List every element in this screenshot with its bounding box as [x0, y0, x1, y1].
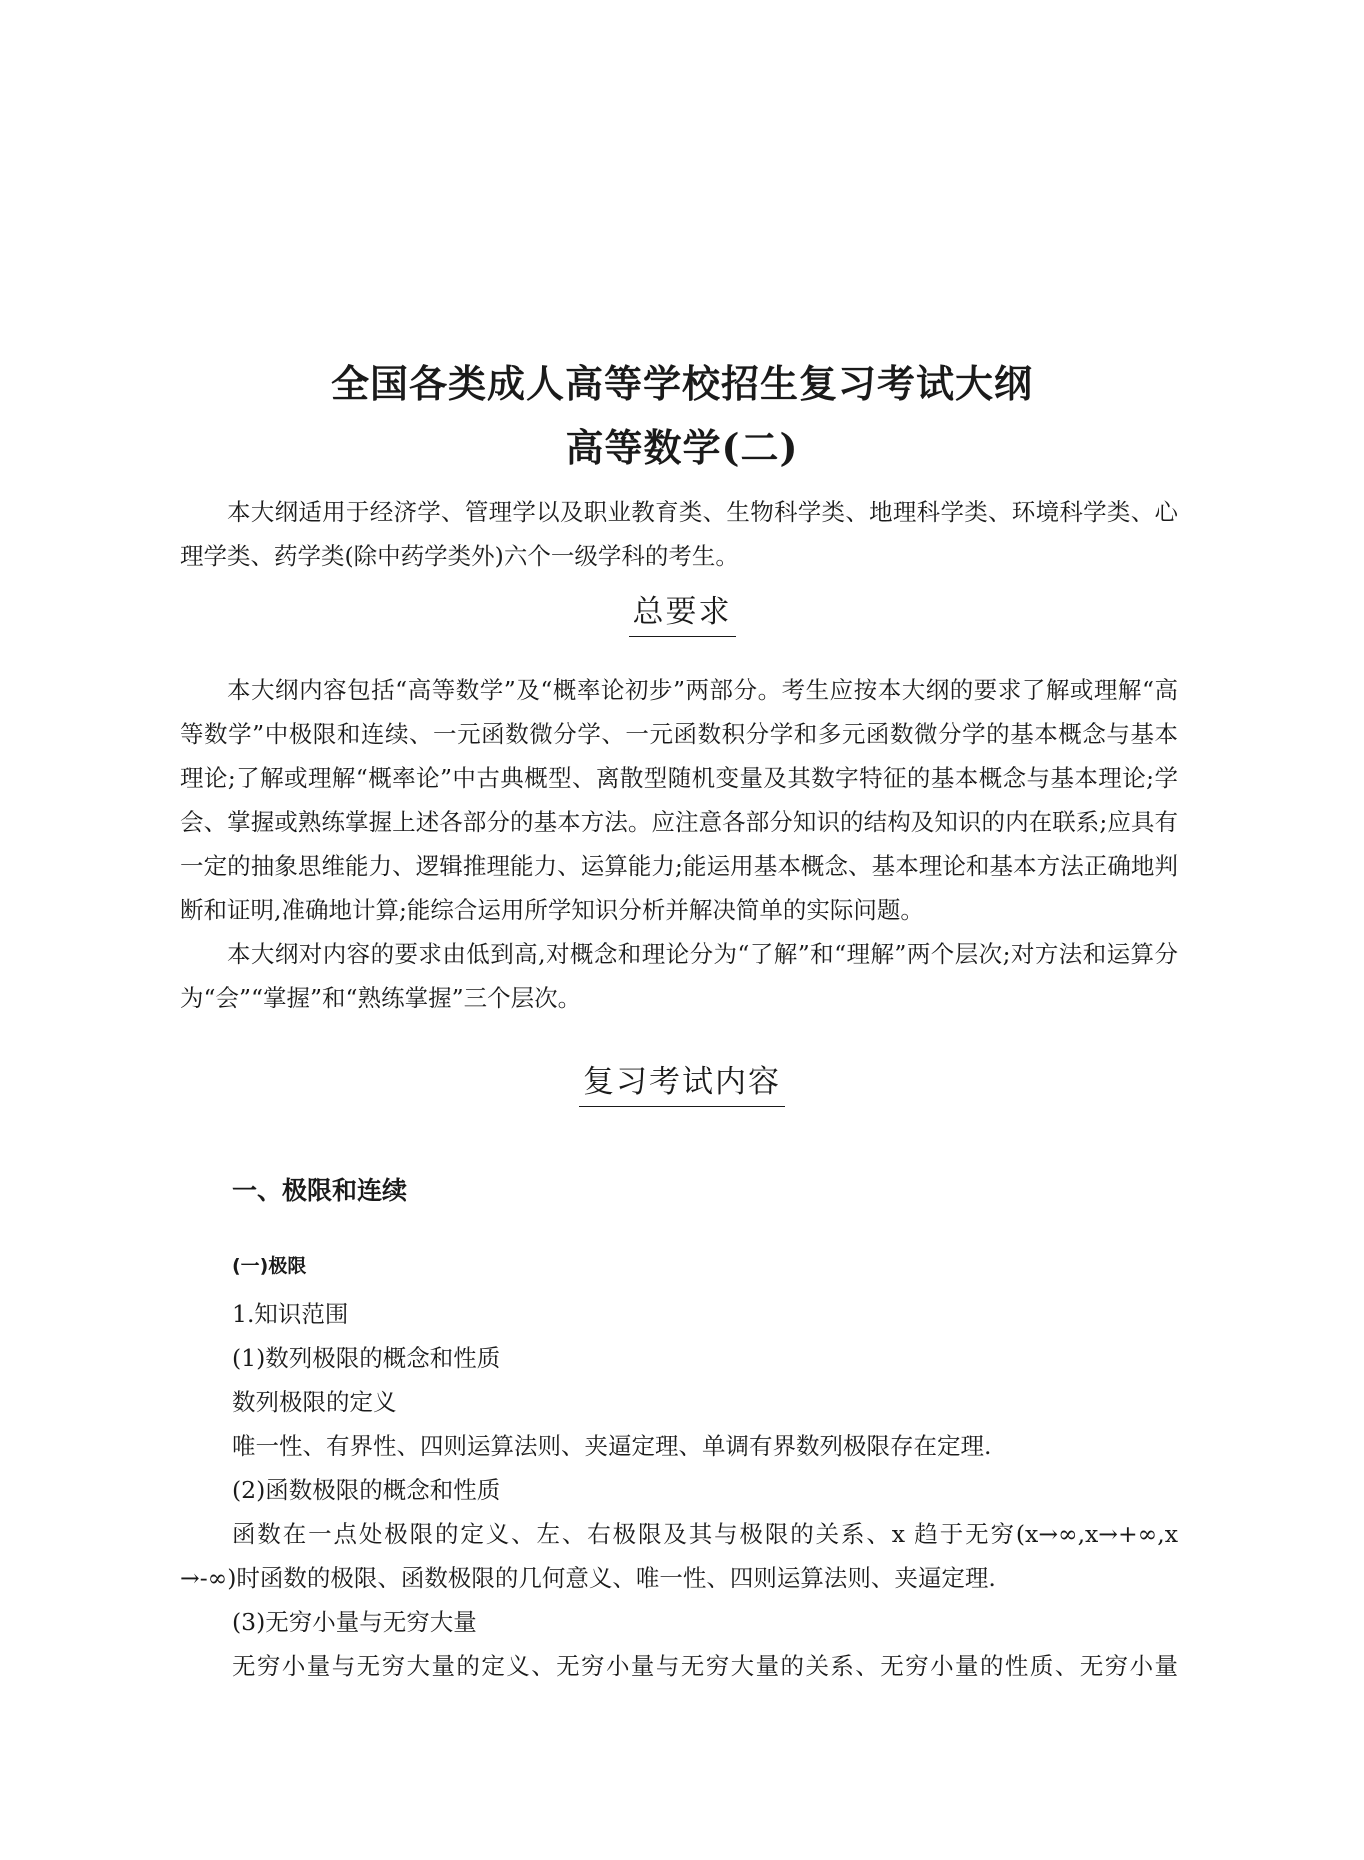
content-line: 数列极限的定义: [232, 1388, 397, 1416]
content-line: →-∞)时函数的极限、函数极限的几何意义、唯一性、四则运算法则、夹逼定理.: [180, 1564, 996, 1592]
content-line: 函数在一点处极限的定义、左、右极限及其与极限的关系、x 趋于无穷(x→∞,x→+∞,x: [232, 1520, 1178, 1548]
subsection-heading: (一)极限: [232, 1255, 307, 1277]
intro-paragraph: 本大纲适用于经济学、管理学以及职业教育类、生物科学类、地理科学类、环境科学类、心理学类、药学类(除中药学类外)六个一级学科的考生。: [180, 498, 1178, 570]
content-line: 唯一性、有界性、四则运算法则、夹逼定理、单调有界数列极限存在定理.: [232, 1432, 992, 1460]
content-line: (2)函数极限的概念和性质: [232, 1476, 501, 1504]
content-line: 1.知识范围: [232, 1300, 349, 1328]
review-content-heading: [0, 1061, 1364, 1107]
content-line: (3)无穷小量与无穷大量: [232, 1608, 477, 1636]
intro-paragraph-block: [180, 490, 1178, 578]
requirements-paragraph-1: 本大纲内容包括“高等数学”及“概率论初步”两部分。考生应按本大纲的要求了解或理解“高等数学”中极限和连续、一元函数微分学、一元函数积分学和多元函数微分学的基本概念与基本理论;了解或理解“概率论”中古典概型、离散型随机变量及其数字特征的基本概念与基本理论;学会、掌握或熟练掌握上述各部分的基本方法。应注意各部分知识的结构及知识的内在联系;应具有一定的抽象思维能力、逻辑推理能力、运算能力;能运用基本概念、基本理论和基本方法正确地判断和证明,准确地计算;能综合运用所学知识分析并解决简单的实际问题。: [180, 676, 1178, 924]
title-sub: 高等数学(二): [565, 425, 799, 470]
document-title: [0, 354, 1364, 478]
title-main: 全国各类成人高等学校招生复习考试大纲: [330, 361, 1033, 406]
general-requirements-heading: [0, 591, 1364, 637]
requirements-paragraph-2: 本大纲对内容的要求由低到高,对概念和理论分为“了解”和“理解”两个层次;对方法和运算分为“会”“掌握”和“熟练掌握”三个层次。: [180, 940, 1178, 1012]
content-line: (1)数列极限的概念和性质: [232, 1344, 501, 1372]
chapter-heading: 一、极限和连续: [232, 1176, 408, 1205]
content-line: 无穷小量与无穷大量的定义、无穷小量与无穷大量的关系、无穷小量的性质、无穷小量: [232, 1652, 1178, 1680]
general-requirements-body: [180, 668, 1178, 1020]
review-content-lines: [180, 1292, 1178, 1688]
review-content-heading-text: 复习考试内容: [579, 1061, 785, 1107]
general-requirements-heading-text: 总要求: [629, 591, 736, 637]
